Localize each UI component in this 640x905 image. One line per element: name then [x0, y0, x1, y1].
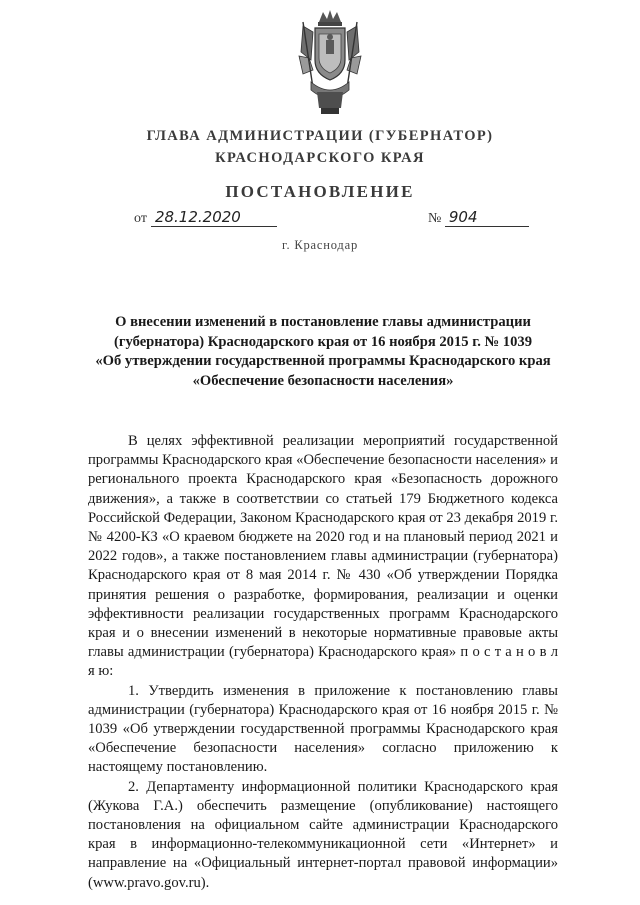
document-subject-title [88, 313, 558, 391]
body-paragraph-preamble: В целях эффективной реализации мероприятий государственной программы Краснодарского края «Обеспечение безопасности населения» и регионального проекта Краснодарского края «Безопасность дорожного движения», а также в соответствии со статьей 179 Бюджетного кодекса Российской Федерации, Законом Краснодарского края от 23 декабря 2019 г. № 4200-КЗ «О краевом бюджете на 2020 год и на плановый период 2021 и 2022 годов», а также постановлением главы администрации (губернатора) Краснодарского края от 8 мая 2014 г. № 430 «Об утверждении Порядка принятия решения о разработке, формирования, реализации и оценки эффективности реализации государственных программ Краснодарского края и о внесении изменений в некоторые нормативные правовые акты главы администрации (губернатора) Краснодарского края» п о с т а н о в л я ю: [88, 433, 558, 680]
authority-title-line1: ГЛАВА АДМИНИСТРАЦИИ (ГУБЕРНАТОР) [146, 128, 494, 144]
subject-title-line3: «Об утверждении государственной программы Краснодарского края [95, 353, 551, 369]
subject-title-line4: «Обеспечение безопасности населения» [192, 372, 454, 389]
authority-title-line2: КРАСНОДАРСКОГО КРАЯ [215, 150, 425, 166]
number-label: № [428, 211, 442, 226]
body-paragraph-item-2: 2. Департаменту информационной политики Краснодарского края (Жукова Г.А.) обеспечить размещение (опубликование) настоящего постановления на официальном сайте администрации Краснодарского края в информационно-телекоммуникационной сети «Интернет» и направление на «Официальный интернет-портал правовой информации» (www.pravo.gov.ru). [88, 778, 558, 891]
document-body [88, 432, 558, 893]
date-label: от [134, 211, 147, 226]
number-value: 904 [445, 208, 529, 227]
document-type-title: ПОСТАНОВЛЕНИЕ [225, 182, 415, 201]
subject-title-line1: О внесении изменений в постановление главы администрации [115, 314, 531, 330]
subject-title-line2: (губернатора) Краснодарского края от 16 ноября 2015 г. № 1039 [114, 333, 532, 350]
date-value: 28.12.2020 [151, 208, 277, 227]
document-date-row [134, 208, 277, 227]
document-number-row [428, 208, 529, 227]
krasnodar-coat-of-arms-icon [297, 8, 363, 116]
body-paragraph-item-1: 1. Утвердить изменения в приложение к постановлению главы администрации (губернатора) Краснодарского края от 16 ноября 2015 г. № 1039 «Об утверждении государственной программы Краснодарского края «Обеспечение безопасности населения» согласно приложению к настоящему постановлению. [88, 682, 558, 776]
city-label: г. Краснодар [282, 238, 358, 252]
